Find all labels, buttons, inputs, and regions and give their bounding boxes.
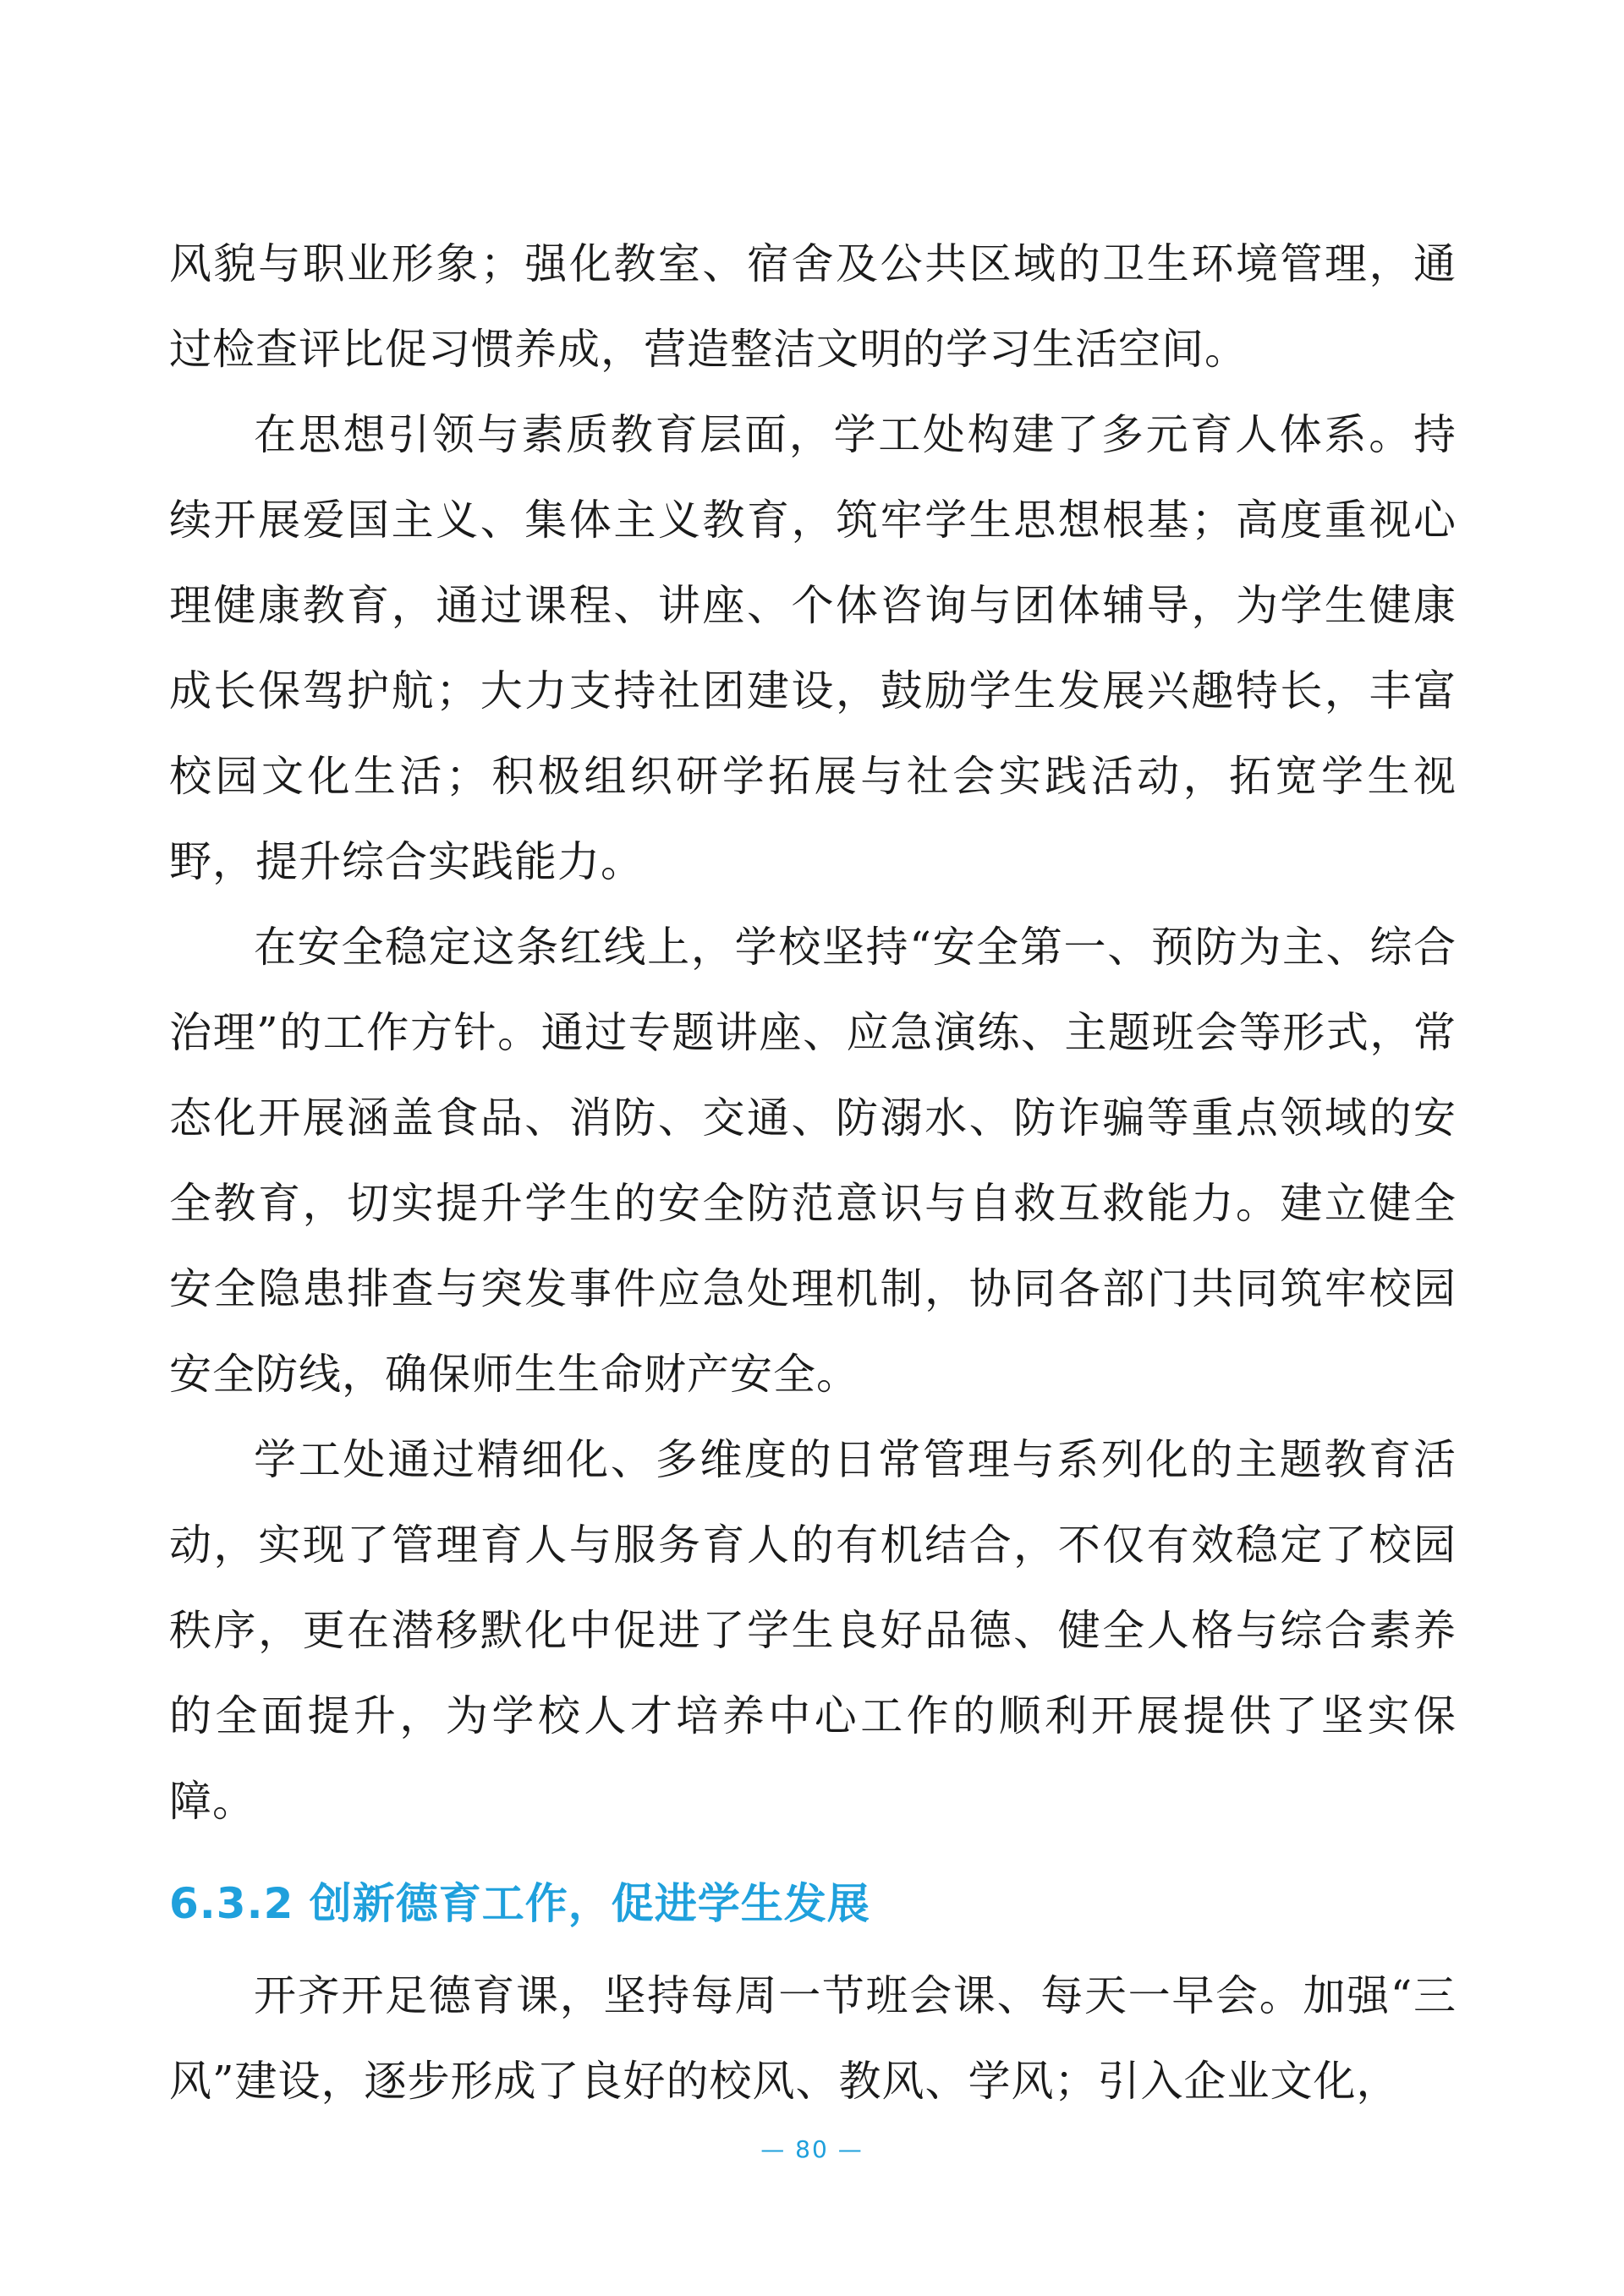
paragraph-moral-education: 开齐开足德育课，坚持每周一节班会课、每天一早会。加强“三风”建设，逐步形成了良好的校风、教风、学风；引入企业文化， — [169, 1971, 1457, 2106]
paragraph-safety-stability: 在安全稳定这条红线上，学校坚持“安全第一、预防为主、综合治理”的工作方针。通过专题讲座、应急演练、主题班会等形式，常态化开展涵盖食品、消防、交通、防溺水、防诈骗等重点领域的安全教育，切实提升学生的安全防范意识与自救互救能力。建立健全安全隐患排查与突发事件应急处理机制，协同各部门共同筑牢校园安全防线，确保师生生命财产安全。 — [169, 923, 1457, 1399]
paragraph-summary: 学工处通过精细化、多维度的日常管理与系列化的主题教育活动，实现了管理育人与服务育人的有机结合，不仅有效稳定了校园秩序，更在潜移默化中促进了学生良好品德、健全人格与综合素养的全面提升，为学校人才培养中心工作的顺利开展提供了坚实保障。 — [169, 1435, 1457, 1826]
page-number: — 80 — — [760, 2135, 864, 2163]
paragraph-ideological-education: 在思想引领与素质教育层面，学工处构建了多元育人体系。持续开展爱国主义、集体主义教育，筑牢学生思想根基；高度重视心理健康教育，通过课程、讲座、个体咨询与团体辅导，为学生健康成长保驾护航；大力支持社团建设，鼓励学生发展兴趣特长，丰富校园文化生活；积极组织研学拓展与社会实践活动，拓宽学生视野，提升综合实践能力。 — [169, 410, 1457, 886]
page-body — [169, 222, 1457, 2124]
section-heading: 6.3.2 创新德育工作，促进学生发展 — [169, 1879, 870, 1928]
paragraph-hygiene-continuation: 风貌与职业形象；强化教室、宿舍及公共区域的卫生环境管理，通过检查评比促习惯养成，营造整洁文明的学习生活空间。 — [169, 239, 1457, 374]
